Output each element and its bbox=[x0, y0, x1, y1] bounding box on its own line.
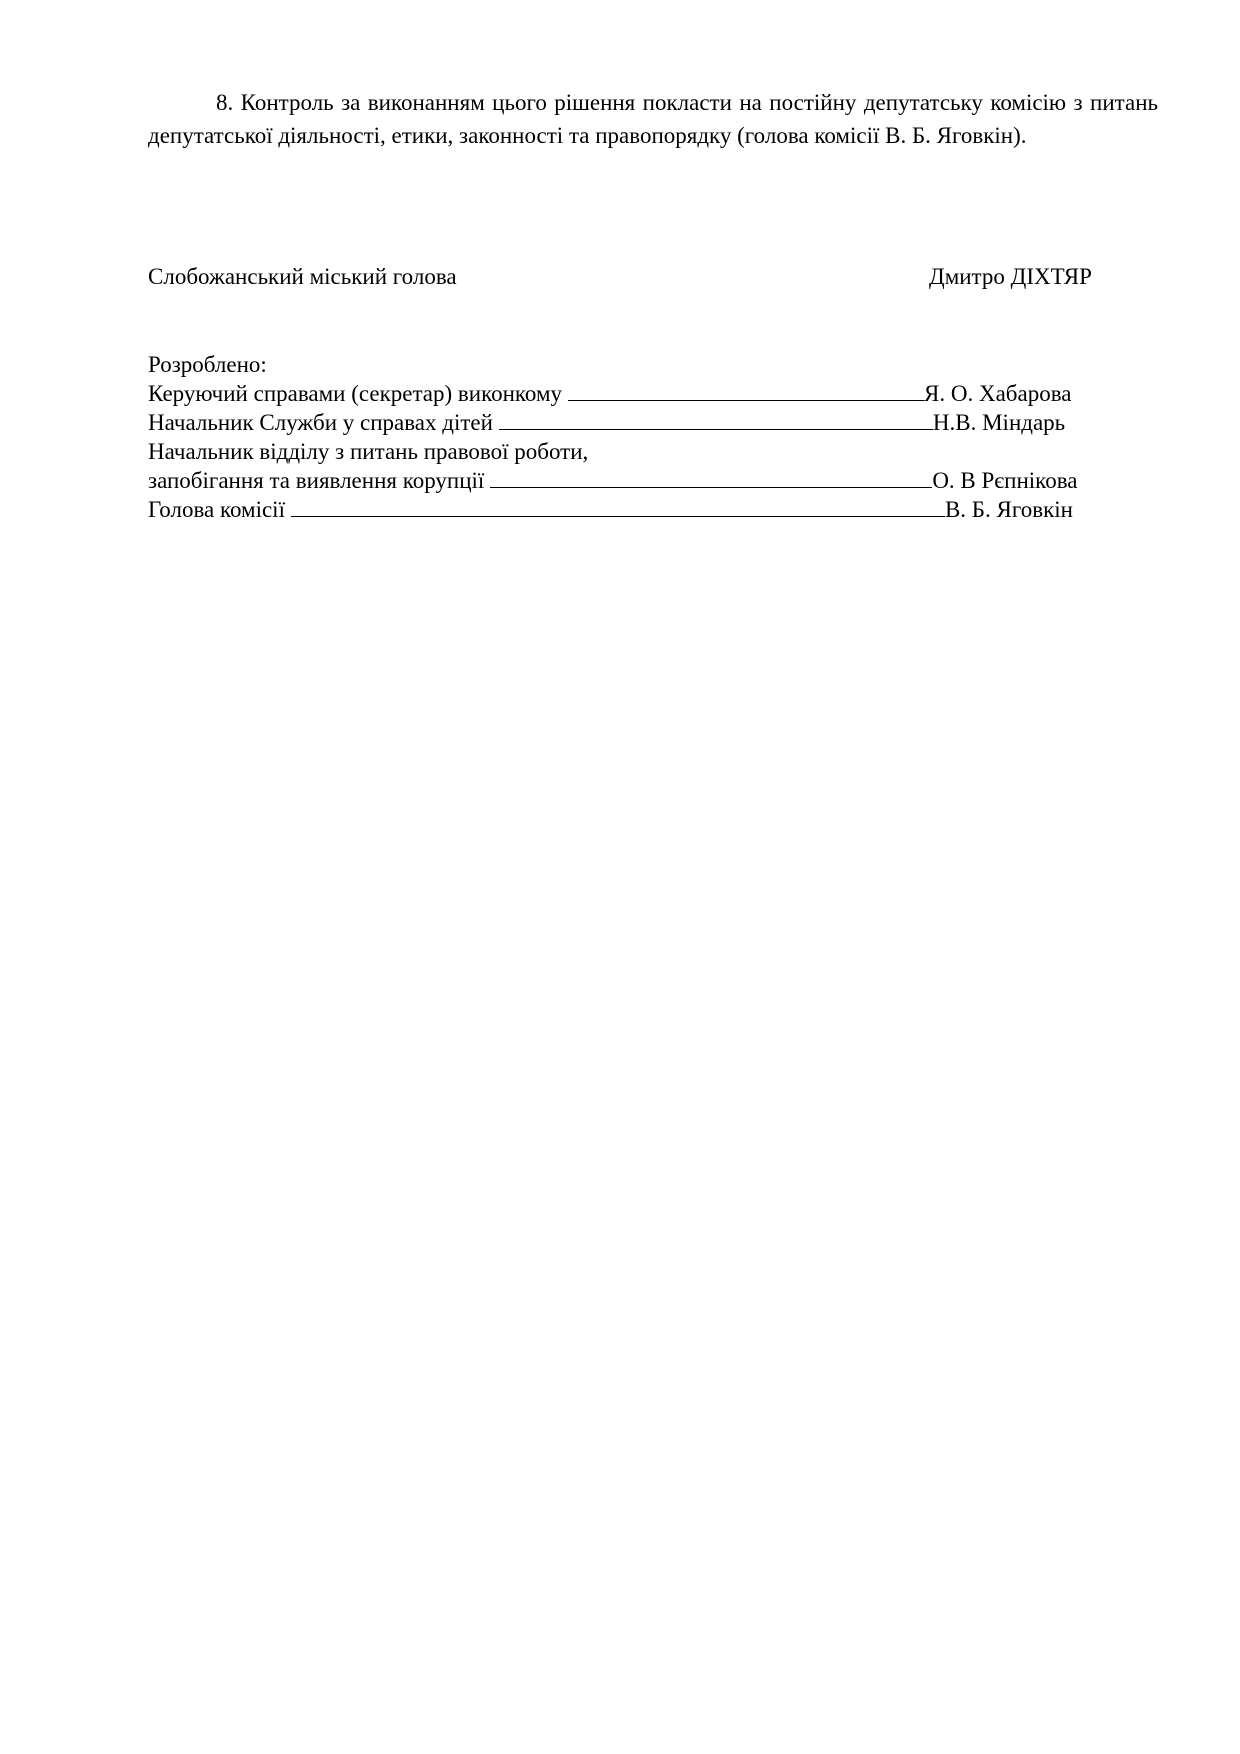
approval-role-line1: Начальник відділу з питань правової роботи, bbox=[148, 439, 589, 464]
signature-line bbox=[568, 380, 924, 401]
approval-row bbox=[148, 379, 1158, 408]
mayor-name: Дмитро ДІХТЯР bbox=[929, 264, 1092, 289]
approval-role: Керуючий справами (секретар) виконкому bbox=[148, 381, 563, 406]
developed-label-line bbox=[148, 350, 1158, 379]
approval-role: запобігання та виявлення корупції bbox=[148, 468, 485, 493]
approval-name: Н.В. Міндарь bbox=[932, 410, 1066, 435]
approval-row bbox=[148, 408, 1158, 437]
developed-label: Розроблено: bbox=[148, 352, 267, 377]
signature-line bbox=[291, 496, 945, 517]
approval-role: Начальник Служби у справах дітей bbox=[148, 410, 493, 435]
approval-row bbox=[148, 466, 1158, 495]
mayor-title: Слобожанський міський голова bbox=[148, 264, 457, 289]
approval-row bbox=[148, 495, 1158, 524]
approvals-block bbox=[148, 350, 1158, 524]
approval-role: Голова комісії bbox=[148, 497, 285, 522]
signature-line bbox=[499, 409, 933, 430]
approval-role-continuation-line bbox=[148, 437, 1158, 466]
approval-name: О. В Рєпнікова bbox=[932, 468, 1078, 493]
approval-name: Я. О. Хабарова bbox=[924, 381, 1072, 406]
paragraph-8: 8. Контроль за виконанням цього рішення покласти на постійну депутатську комісію з питань депутатської діяльності, етики, законності та правопорядку (голова комісії В. Б. Яговкін). bbox=[148, 90, 1158, 148]
approval-name: В. Б. Яговкін bbox=[944, 497, 1073, 522]
mayor-signature-block bbox=[148, 262, 1108, 292]
signature-line bbox=[490, 467, 932, 488]
